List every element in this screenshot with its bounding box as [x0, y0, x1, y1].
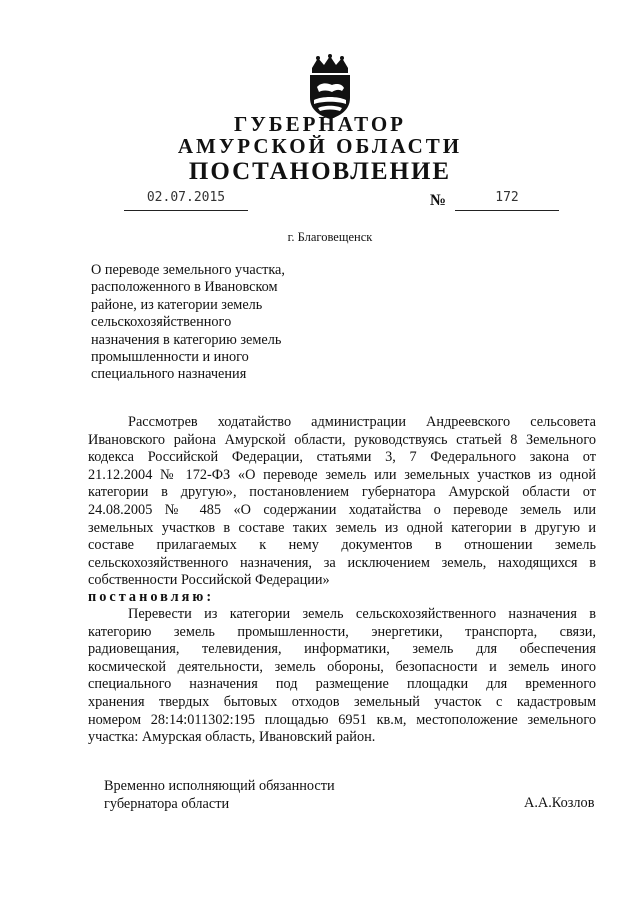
body-line: Ивановского района Амурской области, руководствуясь статьей 8 Земельного	[88, 431, 596, 448]
document-number: 172	[455, 190, 559, 211]
body-line: радиовещания, телевидения, информатики, земель для обеспечения	[88, 641, 596, 658]
city-name: г. Благовещенск	[287, 230, 373, 244]
document-date: 02.07.2015	[124, 190, 248, 211]
signatory-name: А.А.Козлов	[524, 795, 595, 811]
subject-line: О переводе земельного участка,	[91, 262, 285, 278]
document-subject	[91, 262, 391, 384]
body-line: номером 28:14:011302:195 площадью 6951 кв.м, местоположение земельного	[88, 711, 596, 728]
operative-paragraph	[88, 606, 596, 747]
signatory-title-line: губернатора области	[104, 796, 230, 812]
header-title-decree: ПОСТАНОВЛЕНИЕ	[188, 158, 452, 185]
subject-line: расположенного в Ивановском	[91, 279, 278, 296]
body-line: Рассмотрев ходатайство администрации Андреевского сельсовета	[128, 414, 596, 430]
subject-line: промышленности и иного	[91, 349, 249, 366]
number-sign: №	[430, 192, 447, 209]
body-line: категорию земель промышленности, энергетики, транспорта, связи,	[88, 623, 596, 640]
body-line: 21.12.2004 № 172-ФЗ «О переводе земель или земельных участков из одной	[88, 466, 596, 483]
amur-region-coat-of-arms-icon	[304, 54, 356, 120]
body-line: составе прилагаемых к нему документов в отношении земель	[88, 537, 596, 554]
preamble-paragraph	[88, 414, 596, 590]
body-line: Перевести из категории земель сельскохозяйственного назначения в	[128, 606, 596, 622]
body-line: земельных участков в составе таких земель из одной категории в другую и	[88, 519, 596, 536]
body-line: собственности Российской Федерации»	[88, 572, 330, 589]
subject-line: назначения в категорию земель	[91, 331, 282, 348]
signatory-title-line: Временно исполняющий обязанности	[104, 778, 335, 794]
subject-line: специального назначения	[91, 366, 247, 383]
body-line: космической деятельности, земель обороны, безопасности и земель иного	[88, 658, 596, 675]
subject-line: районе, из категории земель	[91, 296, 263, 313]
subject-line: сельскохозяйственного	[91, 314, 232, 331]
decree-word: постановляю:	[88, 589, 215, 605]
signatory-title	[104, 777, 335, 813]
body-line: хранения твердых бытовых отходов земельный участок с кадастровым	[88, 693, 596, 710]
header-title-governor: ГУБЕРНАТОР	[233, 112, 407, 136]
body-line: 24.08.2005 № 485 «О содержании ходатайства о переводе земель или	[88, 501, 596, 518]
header-title-region: АМУРСКОЙ ОБЛАСТИ	[177, 134, 463, 158]
body-line: участка: Амурская область, Ивановский район.	[88, 729, 376, 746]
body-line: сельскохозяйственного назначения, за исключением земель, находящихся в	[88, 554, 596, 571]
body-line: специального назначения под размещение площадки для временного	[88, 676, 596, 693]
body-line: кодекса Российской Федерации, статьями 3, 7 Федерального закона от	[88, 449, 596, 466]
body-line: категории в другую», постановлением губернатора Амурской области от	[88, 484, 596, 501]
